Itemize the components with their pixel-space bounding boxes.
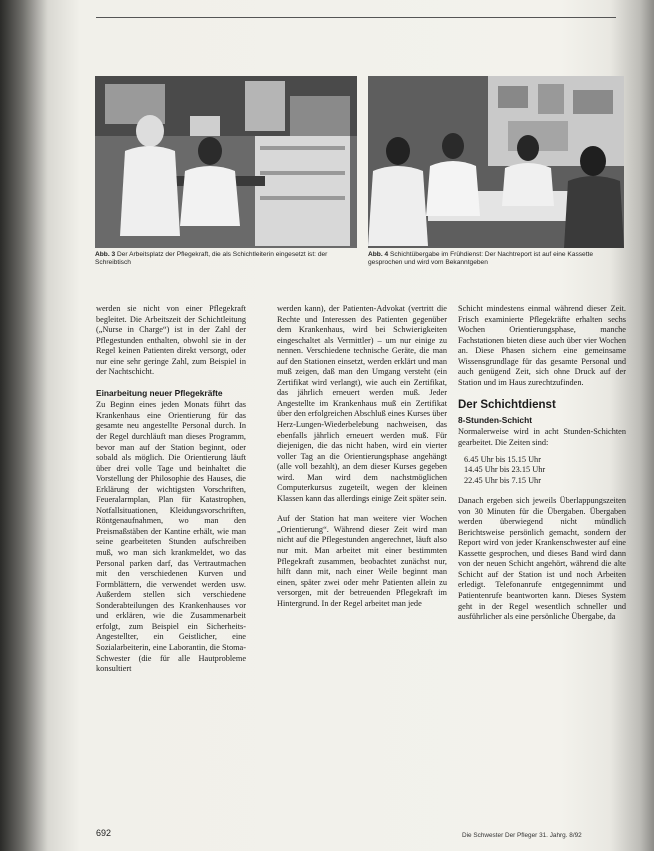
shift-times-list — [464, 455, 626, 487]
paragraph: Auf der Station hat man weitere vier Wochen „Orientierung“. Während dieser Zeit wird man nicht auf die Pflegestunden angerechnet, läuft also nur mit. Man arbeitet mit einer bestimmten Pflegekraft zusammen, beobachtet zunächst nur, hilft dann mit, nach einer Weile beginnt man einen, später zwei oder mehr Patienten allein zu versorgen, mit der betreuenden Pflegekraft im Hintergrund. In der Regel arbeitet man jede — [277, 514, 447, 608]
paragraph: werden kann), der Patienten-Advokat (vertritt die Rechte und Interessen des Patienten gegenüber dem Krankenhaus, wird bei Schwierigkeiten eingeschaltet als Vermittler) – um nur einige zu nennen. Verschiedene technische Geräte, die man auf den Stationen einsetzt, werden erklärt und man muß zeigen, daß man den Umgang versteht (ein Zertifikat wird verlangt), wie auch ein Zertifikat, das jährlich erneuert werden muß. Jeder Angestellte im Krankenhaus muß ein Zertifikat über den erfolgreichen Abschluß eines Kurses über Herz-Lungen-Wiederbelebung nachweisen, das ebenfalls jährlich erneuert werden muß. Für diejenigen, die das nicht haben, wird ein vierter voller Tag an die Orientierungsphase angehängt (alle voll bezahlt), an dem dieser Kurses gegeben wird. Man wird dem nachstmöglichen Computerkursus zugeteilt, wegen der kleinen Klassen kann das allerdings einige Zeit später sein. — [277, 304, 447, 503]
figure-4-caption — [368, 251, 626, 267]
subsection-heading: 8-Stunden-Schicht — [458, 414, 532, 425]
shift-time: 22.45 Uhr bis 7.15 Uhr — [464, 475, 541, 485]
figure-3-caption — [95, 251, 357, 267]
page-footer: Die Schwester Der Pfleger 31. Jahrg. 8/92 — [462, 832, 582, 839]
figure-4-photo — [368, 76, 624, 248]
figure-4-caption-text: Schichtübergabe im Frühdienst: Der Nachtreport ist auf eine Kassette gesprochen und wird vom Bekanntgeben — [368, 251, 594, 266]
text-column-3 — [458, 304, 626, 826]
paragraph: Schicht mindestens einmal während dieser Zeit. Frisch examinierte Pflegekräfte erhalten sechs Wochen Orientierungsphase, manche Fachstationen bieten diese auch über vier Wochen an. Diese Phasen sichern eine gemeinsame Wissensgrundlage für das gesamte Personal und auch genügend Zeit, sich ohne Druck auf der Station und im Haus zurechtzufinden. — [458, 304, 626, 387]
section-heading: Einarbeitung neuer Pflegekräfte — [96, 387, 223, 398]
shift-time: 14.45 Uhr bis 23.15 Uhr — [464, 465, 546, 475]
figure-3-caption-text: Der Arbeitsplatz der Pflegekraft, die als Schichtleiterin eingesetzt ist: der Schreibtisch — [95, 251, 328, 266]
top-rule — [96, 17, 616, 18]
paragraph: Normalerweise wird in acht Stunden-Schichten gearbeitet. Die Zeiten sind: — [458, 427, 626, 448]
text-column-1 — [96, 304, 246, 824]
figure-3-photo — [95, 76, 357, 248]
paragraph: Zu Beginn eines jeden Monats führt das Krankenhaus eine Orientierung für das gesamte neu angestellte Personal durch. In der Regel durchläuft man dieses Programm, bevor man auf der Station beginnt, oder sobald als möglich. Die Orientierung läuft über drei volle Tage und beinhaltet die Vorstellung der Philosophie des Hauses, die Erklärung der wichtigsten Vorschriften, Feueralarmplan, Plan für Katastrophen, Notfallsituationen, Kleidungsvorschriften, Röntgenaufnahmen, wo man den Preismaßstäben der Kantine erhält, wie man seine gearbeiteten Stunden aufschreiben muß, wo man sich krankmeldet, wo das Personal parken darf, das Vertrautmachen mit den verschiedenen Kurven und Formblättern, die verwendet werden usw. Außerdem stellen sich verschiedene Sonderabteilungen des Krankenhauses vor und erklären, wie die Zusammenarbeit erfolgt, zum Beispiel ein Sicherheits-Angestellter, ein Geistlicher, eine Sozialarbeiterin, eine Laborantin, die Stoma-Schwester (die für alle Hautprobleme konsultiert — [96, 400, 246, 674]
section-title: Der Schichtdienst — [458, 399, 556, 412]
shift-time: 6.45 Uhr bis 15.15 Uhr — [464, 454, 541, 464]
paragraph: werden sie nicht von einer Pflegekraft begleitet. Die Arbeitszeit der Schichtleitung („Nurse in Charge“) ist in der Zahl der Pflegestunden enthalten, obwohl sie in der Regel keinen Patienten direkt versorgt, oder nur eine sehr geringe Zahl, zum Beispiel in der Nachtschicht. — [96, 304, 246, 377]
paragraph: Danach ergeben sich jeweils Überlappungszeiten von 30 Minuten für die Übergaben. Übergaben werden überwiegend nicht mündlich Berichtsweise persönlich gemacht, sondern der Report wird von jeder Krankenschwester auf eine Kassette gesprochen, und dieses Band wird dann von der neuen Schicht angehört, während die alte Schicht auf der Station ist und noch Arbeiten erledigt. Telefonanrufe entgegennimmt und Patientenrufe beantworten kann. Dieses System geht in der Regel wesentlich schneller und ausführlicher als eine persönliche Übergabe, da — [458, 496, 626, 622]
figure-4-label: Abb. 4 — [368, 251, 389, 258]
figure-3-label: Abb. 3 — [95, 251, 116, 258]
page-number: 692 — [96, 828, 112, 838]
text-column-2 — [277, 304, 447, 826]
